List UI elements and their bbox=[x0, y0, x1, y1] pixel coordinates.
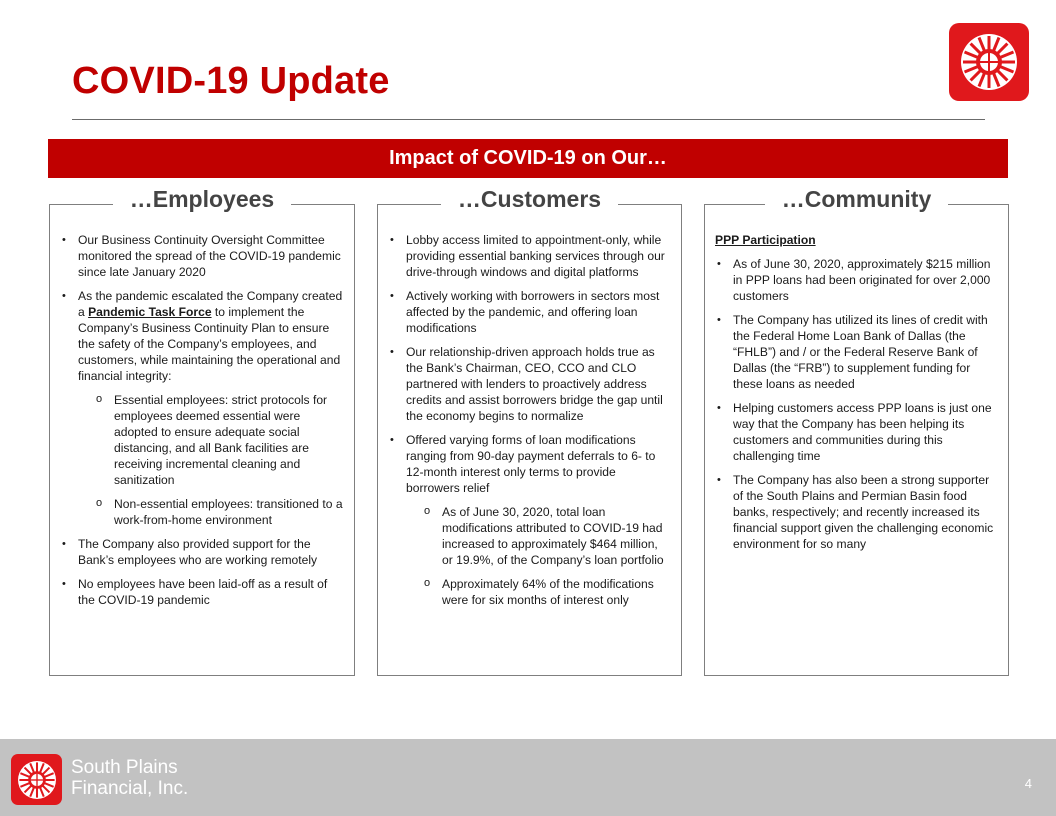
employees-panel bbox=[49, 186, 355, 676]
company-logo bbox=[949, 23, 1029, 101]
ppp-subheading: PPP Participation bbox=[715, 233, 816, 247]
sun-wheel-icon bbox=[16, 759, 58, 801]
community-heading: …Community bbox=[765, 186, 949, 212]
sub-list-item: o Essential employees: strict protocols for employees deemed essential were adopted to ensure adequate social distancing, and all Bank facilities are receiving incremental cleaning and sanitization bbox=[78, 392, 344, 488]
pandemic-task-force-label: Pandemic Task Force bbox=[88, 305, 212, 319]
footer-logo bbox=[11, 754, 62, 805]
sun-wheel-icon bbox=[958, 31, 1020, 93]
customers-panel bbox=[377, 186, 682, 676]
list-item: • No employees have been laid-off as a result of the COVID-19 pandemic bbox=[60, 576, 344, 608]
list-item: • The Company also provided support for the Bank’s employees who are working remotely bbox=[60, 536, 344, 568]
employees-heading: …Employees bbox=[113, 186, 291, 212]
section-banner: Impact of COVID-19 on Our… bbox=[48, 139, 1008, 178]
community-panel bbox=[704, 186, 1009, 676]
sub-list-item: o Non-essential employees: transitioned to a work-from-home environment bbox=[78, 496, 344, 528]
company-name-line2: Financial, Inc. bbox=[71, 778, 189, 799]
sub-list-item: o Approximately 64% of the modifications were for six months of interest only bbox=[406, 576, 671, 608]
customers-heading: …Customers bbox=[441, 186, 618, 212]
list-item: • As the pandemic escalated the Company created a Pandemic Task Force to implement the Company’s Business Continuity Plan to ensure the safety of the Company’s employees, and customers, while maintaining the operational and financial integrity: o Essential employees: strict protocols for employees deemed essential were adopted to ensure adequate social distancing, and all Bank facilities are receiving incremental cleaning and sanitization o Non-essential employees: transitioned to a work-from-home environment bbox=[60, 288, 344, 528]
list-item: • Our relationship-driven approach holds true as the Bank’s Chairman, CEO, CCO and CLO partnered with lenders to proactively address credits and assist borrowers bridge the gap until the economy begins to normalize bbox=[388, 344, 671, 424]
list-item: • The Company has utilized its lines of credit with the Federal Home Loan Bank of Dallas (the “FHLB”) and / or the Federal Reserve Bank of Dallas (the “FRB”) to supplement funding for these loans as needed bbox=[715, 312, 998, 392]
list-item: • Offered varying forms of loan modifications ranging from 90-day payment deferrals to 6- to 12-month interest only terms to provide borrowers relief o As of June 30, 2020, total loan modifications attributed to COVID-19 had increased to approximately $464 million, or 19.9%, of the Company’s loan portfolio o Approximately 64% of the modifications were for six months of interest only bbox=[388, 432, 671, 608]
list-item: • Actively working with borrowers in sectors most affected by the pandemic, and offering loan modifications bbox=[388, 288, 671, 336]
list-item: • The Company has also been a strong supporter of the South Plains and Permian Basin food banks, respectively; and recently increased its financial support given the challenging economic environment for so many bbox=[715, 472, 998, 552]
list-item: • Our Business Continuity Oversight Committee monitored the spread of the COVID-19 pandemic since late January 2020 bbox=[60, 232, 344, 280]
footer-bar bbox=[0, 739, 1056, 816]
list-item: • Helping customers access PPP loans is just one way that the Company has been helping its customers and communities during this challenging time bbox=[715, 400, 998, 464]
list-item: • Lobby access limited to appointment-only, while providing essential banking services through our drive-through windows and digital platforms bbox=[388, 232, 671, 280]
title-divider bbox=[72, 119, 985, 120]
company-name bbox=[71, 757, 188, 799]
sub-list-item: o As of June 30, 2020, total loan modifications attributed to COVID-19 had increased to approximately $464 million, or 19.9%, of the Company’s loan portfolio bbox=[406, 504, 671, 568]
company-name-line1: South Plains bbox=[71, 757, 178, 778]
page-number: 4 bbox=[1024, 776, 1032, 791]
page-title: COVID-19 Update bbox=[72, 60, 390, 102]
list-item: • As of June 30, 2020, approximately $215 million in PPP loans had been originated for over 2,000 customers bbox=[715, 256, 998, 304]
